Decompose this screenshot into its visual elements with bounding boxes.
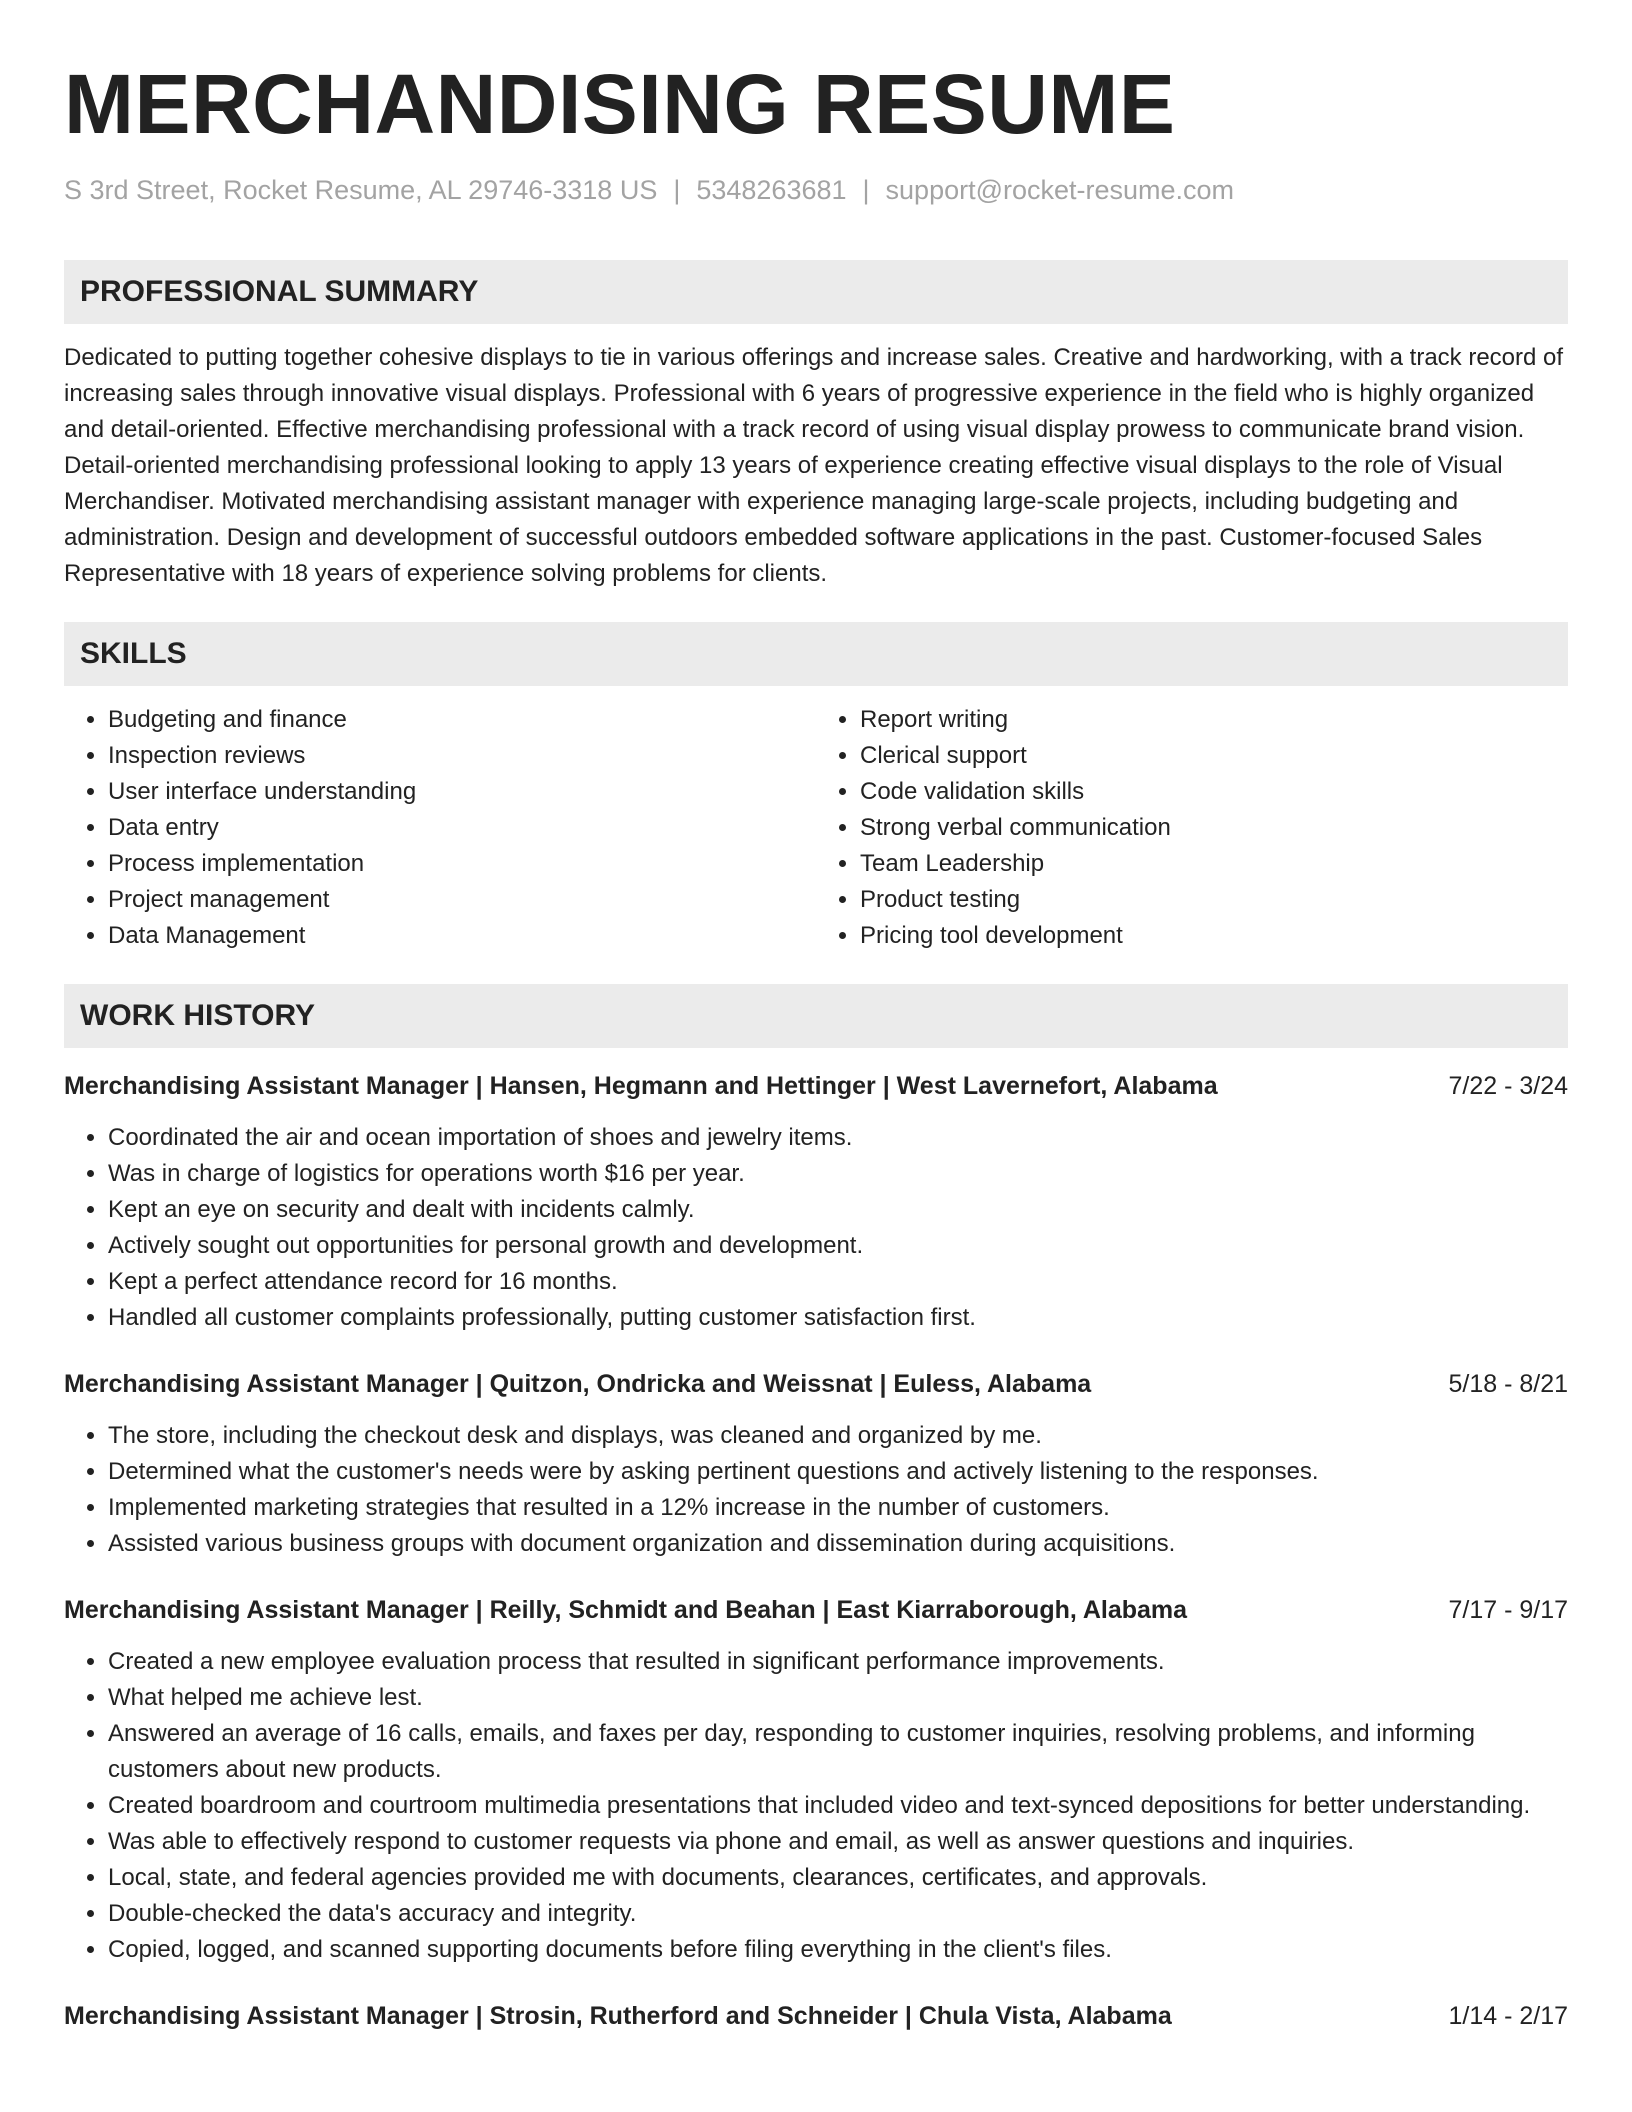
- job-header: [64, 1068, 1568, 1104]
- skill-item: • Data Management: [108, 918, 816, 954]
- job-dates: 7/22 - 3/24: [1448, 1072, 1568, 1100]
- job-bullets: [64, 1120, 1568, 1336]
- job-bullet: • Handled all customer complaints professionally, putting customer satisfaction first.: [108, 1300, 1568, 1336]
- skill-item: • Product testing: [860, 882, 1568, 918]
- contact-line: [64, 172, 1568, 208]
- job-header: [64, 1592, 1568, 1628]
- skill-item: • Clerical support: [860, 738, 1568, 774]
- job-bullets: [64, 1418, 1568, 1562]
- summary-heading: PROFESSIONAL SUMMARY: [64, 260, 1568, 324]
- job-bullets: [64, 1644, 1568, 1968]
- job-bullet: • Implemented marketing strategies that resulted in a 12% increase in the number of customers.: [108, 1490, 1568, 1526]
- job-bullet: • The store, including the checkout desk and displays, was cleaned and organized by me.: [108, 1418, 1568, 1454]
- contact-separator: |: [862, 175, 870, 205]
- job-header: [64, 1998, 1568, 2034]
- skill-item: • Code validation skills: [860, 774, 1568, 810]
- job-title: Merchandising Assistant Manager | Reilly, Schmidt and Beahan | East Kiarraborough, Alabama: [64, 1596, 1188, 1624]
- job-title: Merchandising Assistant Manager | Strosin, Rutherford and Schneider | Chula Vista, Alabama: [64, 2002, 1172, 2030]
- job-bullet: • Answered an average of 16 calls, emails, and faxes per day, responding to customer inquiries, resolving problems, and informing customers about new products.: [108, 1716, 1568, 1788]
- skill-item: • Budgeting and finance: [108, 702, 816, 738]
- contact-address: S 3rd Street, Rocket Resume, AL 29746-3318 US: [64, 175, 658, 205]
- job-bullet: • Local, state, and federal agencies provided me with documents, clearances, certificates, and approvals.: [108, 1860, 1568, 1896]
- skill-item: • Process implementation: [108, 846, 816, 882]
- job-bullet: • Coordinated the air and ocean importation of shoes and jewelry items.: [108, 1120, 1568, 1156]
- job-bullet: • Created boardroom and courtroom multimedia presentations that included video and text-synced depositions for better understanding.: [108, 1788, 1568, 1824]
- job-bullet: • Was in charge of logistics for operations worth $16 per year.: [108, 1156, 1568, 1192]
- contact-separator: |: [673, 175, 681, 205]
- job-entry: [64, 1592, 1568, 1968]
- skill-item: • Inspection reviews: [108, 738, 816, 774]
- skills-list: [64, 702, 1568, 954]
- job-title: Merchandising Assistant Manager | Hansen, Hegmann and Hettinger | West Lavernefort, Alabama: [64, 1072, 1218, 1100]
- job-entry: [64, 1998, 1568, 2034]
- skills-column-left: [64, 702, 816, 954]
- job-dates: 1/14 - 2/17: [1448, 2002, 1568, 2030]
- skill-item: • Data entry: [108, 810, 816, 846]
- contact-phone: 5348263681: [696, 175, 847, 205]
- skills-heading: SKILLS: [64, 622, 1568, 686]
- work-history-heading: WORK HISTORY: [64, 984, 1568, 1048]
- job-bullet: • Actively sought out opportunities for personal growth and development.: [108, 1228, 1568, 1264]
- job-entry: [64, 1068, 1568, 1336]
- job-bullet: • Kept an eye on security and dealt with incidents calmly.: [108, 1192, 1568, 1228]
- job-header: [64, 1366, 1568, 1402]
- resume-title: MERCHANDISING RESUME: [64, 57, 1176, 151]
- job-bullet: • Double-checked the data's accuracy and integrity.: [108, 1896, 1568, 1932]
- job-dates: 5/18 - 8/21: [1448, 1370, 1568, 1398]
- job-bullet: • Kept a perfect attendance record for 16 months.: [108, 1264, 1568, 1300]
- skill-item: • Team Leadership: [860, 846, 1568, 882]
- skill-item: • Project management: [108, 882, 816, 918]
- job-bullet: • Copied, logged, and scanned supporting documents before filing everything in the client's files.: [108, 1932, 1568, 1968]
- skill-item: • Report writing: [860, 702, 1568, 738]
- skill-item: • Strong verbal communication: [860, 810, 1568, 846]
- job-bullet: • Was able to effectively respond to customer requests via phone and email, as well as answer questions and inquiries.: [108, 1824, 1568, 1860]
- skill-item: • Pricing tool development: [860, 918, 1568, 954]
- job-title: Merchandising Assistant Manager | Quitzon, Ondricka and Weissnat | Euless, Alabama: [64, 1370, 1092, 1398]
- skills-column-right: [816, 702, 1568, 954]
- summary-text: Dedicated to putting together cohesive displays to tie in various offerings and increase sales. Creative and hardworking, with a track record of increasing sales through innovative visual displays. Professional with 6 years of progressive experience in the field who is highly organized and detail-oriented. Effective merchandising professional with a track record of using visual display prowess to communicate brand vision. Detail-oriented merchandising professional looking to apply 13 years of experience creating effective visual displays to the role of Visual Merchandiser. Motivated merchandising assistant manager with experience managing large-scale projects, including budgeting and administration. Design and development of successful outdoors embedded software applications in the past. Customer-focused Sales Representative with 18 years of experience solving problems for clients.: [64, 344, 1564, 587]
- job-bullet: • Determined what the customer's needs were by asking pertinent questions and actively listening to the responses.: [108, 1454, 1568, 1490]
- contact-email: support@rocket-resume.com: [885, 175, 1235, 205]
- job-bullet: • Assisted various business groups with document organization and dissemination during acquisitions.: [108, 1526, 1568, 1562]
- job-bullet: • Created a new employee evaluation process that resulted in significant performance improvements.: [108, 1644, 1568, 1680]
- skill-item: • User interface understanding: [108, 774, 816, 810]
- job-bullet: • What helped me achieve lest.: [108, 1680, 1568, 1716]
- job-dates: 7/17 - 9/17: [1448, 1596, 1568, 1624]
- job-entry: [64, 1366, 1568, 1562]
